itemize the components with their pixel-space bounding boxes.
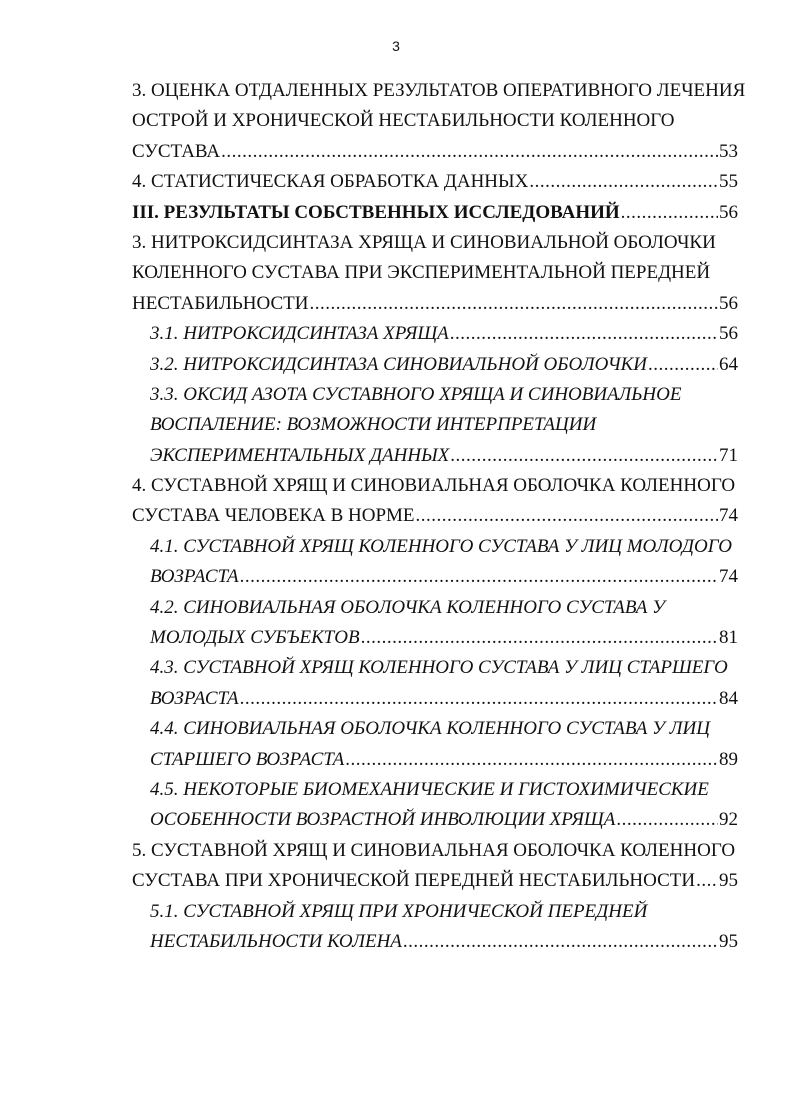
toc-entry-text: 4. СУСТАВНОЙ ХРЯЩ И СИНОВИАЛЬНАЯ ОБОЛОЧКА КОЛЕННОГО	[132, 475, 736, 497]
toc-line	[150, 593, 738, 623]
toc-page-number: 81	[719, 627, 738, 649]
table-of-contents	[132, 76, 746, 957]
toc-entry-text: СУСТАВА ПРИ ХРОНИЧЕСКОЙ ПЕРЕДНЕЙ НЕСТАБИЛЬНОСТИ	[132, 870, 696, 892]
dot-leader	[240, 562, 718, 592]
toc-line	[132, 501, 738, 531]
dot-leader	[450, 441, 718, 471]
toc-entry-text: СТАРШЕГО ВОЗРАСТА	[150, 748, 345, 770]
toc-entry-text: ЭКСПЕРИМЕНТАЛЬНЫХ ДАННЫХ	[150, 444, 450, 466]
toc-page-number: 55	[719, 171, 738, 193]
dot-leader	[416, 501, 718, 531]
toc-line	[150, 653, 738, 683]
toc-line	[150, 927, 738, 957]
toc-page-number: 64	[719, 353, 738, 375]
toc-page-number: 71	[719, 444, 738, 466]
toc-line	[150, 714, 738, 744]
toc-line	[132, 167, 738, 197]
toc-entry-text: ВОЗРАСТА	[150, 687, 239, 709]
dot-leader	[345, 745, 718, 775]
toc-entry-text: КОЛЕННОГО СУСТАВА ПРИ ЭКСПЕРИМЕНТАЛЬНОЙ ПЕРЕДНЕЙ	[132, 262, 711, 284]
toc-line	[132, 76, 746, 106]
toc-entry-text: 5.1. СУСТАВНОЙ ХРЯЩ ПРИ ХРОНИЧЕСКОЙ ПЕРЕДНЕЙ	[150, 900, 648, 922]
toc-line	[132, 471, 738, 501]
toc-entry	[132, 836, 738, 897]
dot-leader	[648, 350, 718, 380]
toc-line	[150, 410, 738, 440]
toc-line	[150, 897, 738, 927]
toc-line	[132, 137, 738, 167]
toc-subentry	[132, 714, 738, 775]
toc-entry-text: ВОЗРАСТА	[150, 566, 239, 588]
toc-page-number: 74	[719, 566, 738, 588]
toc-line	[150, 775, 738, 805]
toc-entry-text: 4.5. НЕКОТОРЫЕ БИОМЕХАНИЧЕСКИЕ И ГИСТОХИМИЧЕСКИЕ	[150, 778, 709, 800]
toc-page-number: 92	[719, 809, 738, 831]
toc-line	[132, 228, 738, 258]
toc-entry	[132, 228, 738, 319]
dot-leader	[450, 319, 718, 349]
toc-page-number: 89	[719, 748, 738, 770]
toc-entry-text: НЕСТАБИЛЬНОСТИ	[132, 292, 309, 314]
toc-entry-text: 4.1. СУСТАВНОЙ ХРЯЩ КОЛЕННОГО СУСТАВА У ЛИЦ МОЛОДОГО	[150, 535, 733, 557]
toc-entry-text: ОСОБЕННОСТИ ВОЗРАСТНОЙ ИНВОЛЮЦИИ ХРЯЩА	[150, 809, 616, 831]
toc-entry-text: 5. СУСТАВНОЙ ХРЯЩ И СИНОВИАЛЬНАЯ ОБОЛОЧКА КОЛЕННОГО	[132, 839, 736, 861]
toc-page-number: 56	[719, 201, 738, 223]
toc-entry-text: 4.3. СУСТАВНОЙ ХРЯЩ КОЛЕННОГО СУСТАВА У ЛИЦ СТАРШЕГО	[150, 657, 728, 679]
dot-leader	[529, 167, 718, 197]
toc-entry-text: НЕСТАБИЛЬНОСТИ КОЛЕНА	[150, 930, 402, 952]
toc-entry-text: 3.1. НИТРОКСИДСИНТАЗА ХРЯЩА	[150, 323, 449, 345]
toc-entry-text: ВОСПАЛЕНИЕ: ВОЗМОЖНОСТИ ИНТЕРПРЕТАЦИИ	[150, 414, 597, 436]
toc-line	[132, 258, 738, 288]
toc-page-number: 95	[719, 930, 738, 952]
toc-entry-text: 4. СТАТИСТИЧЕСКАЯ ОБРАБОТКА ДАННЫХ	[132, 171, 529, 193]
toc-entry-text: 3. ОЦЕНКА ОТДАЛЕННЫХ РЕЗУЛЬТАТОВ ОПЕРАТИВНОГО ЛЕЧЕНИЯ	[132, 80, 746, 101]
toc-entry-text: 3. НИТРОКСИДСИНТАЗА ХРЯЩА И СИНОВИАЛЬНОЙ ОБОЛОЧКИ	[132, 231, 716, 253]
toc-line	[150, 562, 738, 592]
toc-line	[132, 289, 738, 319]
toc-subentry	[132, 350, 738, 380]
dot-leader	[403, 927, 718, 957]
toc-page-number: 84	[719, 687, 738, 709]
toc-entry-text: 3.2. НИТРОКСИДСИНТАЗА СИНОВИАЛЬНОЙ ОБОЛОЧКИ	[150, 353, 647, 375]
toc-chapter-entry	[132, 198, 738, 228]
toc-entry-text: 4.2. СИНОВИАЛЬНАЯ ОБОЛОЧКА КОЛЕННОГО СУСТАВА У	[150, 596, 665, 618]
toc-line	[150, 745, 738, 775]
dot-leader	[616, 805, 718, 835]
toc-entry	[132, 167, 738, 197]
toc-entry-text: 3.3. ОКСИД АЗОТА СУСТАВНОГО ХРЯЩА И СИНОВИАЛЬНОЕ	[150, 383, 682, 405]
toc-subentry	[132, 380, 738, 471]
dot-leader	[361, 623, 718, 653]
dot-leader	[221, 137, 718, 167]
toc-subentry	[132, 593, 738, 654]
toc-subentry	[132, 653, 738, 714]
toc-entry-text: ОСТРОЙ И ХРОНИЧЕСКОЙ НЕСТАБИЛЬНОСТИ КОЛЕННОГО	[132, 110, 675, 132]
toc-subentry	[132, 775, 738, 836]
toc-entry	[132, 76, 746, 167]
toc-entry-text: СУСТАВА ЧЕЛОВЕКА В НОРМЕ	[132, 505, 415, 527]
toc-line	[150, 623, 738, 653]
toc-entry	[132, 471, 738, 532]
toc-page-number: 74	[719, 505, 738, 527]
toc-line	[132, 198, 738, 228]
toc-page-number: 95	[719, 870, 738, 892]
toc-line	[150, 441, 738, 471]
page-number: 3	[392, 38, 400, 54]
toc-line	[150, 380, 738, 410]
dot-leader	[621, 198, 718, 228]
toc-line	[150, 319, 738, 349]
dot-leader	[309, 289, 718, 319]
dot-leader	[696, 866, 718, 896]
dot-leader	[240, 684, 718, 714]
toc-line	[150, 350, 738, 380]
toc-subentry	[132, 319, 738, 349]
toc-page-number: 53	[719, 140, 738, 162]
toc-entry-text: 4.4. СИНОВИАЛЬНАЯ ОБОЛОЧКА КОЛЕННОГО СУСТАВА У ЛИЦ	[150, 718, 710, 740]
toc-line	[150, 532, 738, 562]
toc-entry-text: III. РЕЗУЛЬТАТЫ СОБСТВЕННЫХ ИССЛЕДОВАНИЙ	[132, 201, 620, 223]
toc-subentry	[132, 897, 738, 958]
toc-line	[150, 805, 738, 835]
toc-line	[132, 836, 738, 866]
toc-subentry	[132, 532, 738, 593]
toc-line	[150, 684, 738, 714]
toc-line	[132, 106, 738, 136]
toc-entry-text: СУСТАВА	[132, 140, 221, 162]
toc-line	[132, 866, 738, 896]
toc-page-number: 56	[719, 292, 738, 314]
toc-page-number: 56	[719, 323, 738, 345]
toc-entry-text: МОЛОДЫХ СУБЪЕКТОВ	[150, 627, 360, 649]
